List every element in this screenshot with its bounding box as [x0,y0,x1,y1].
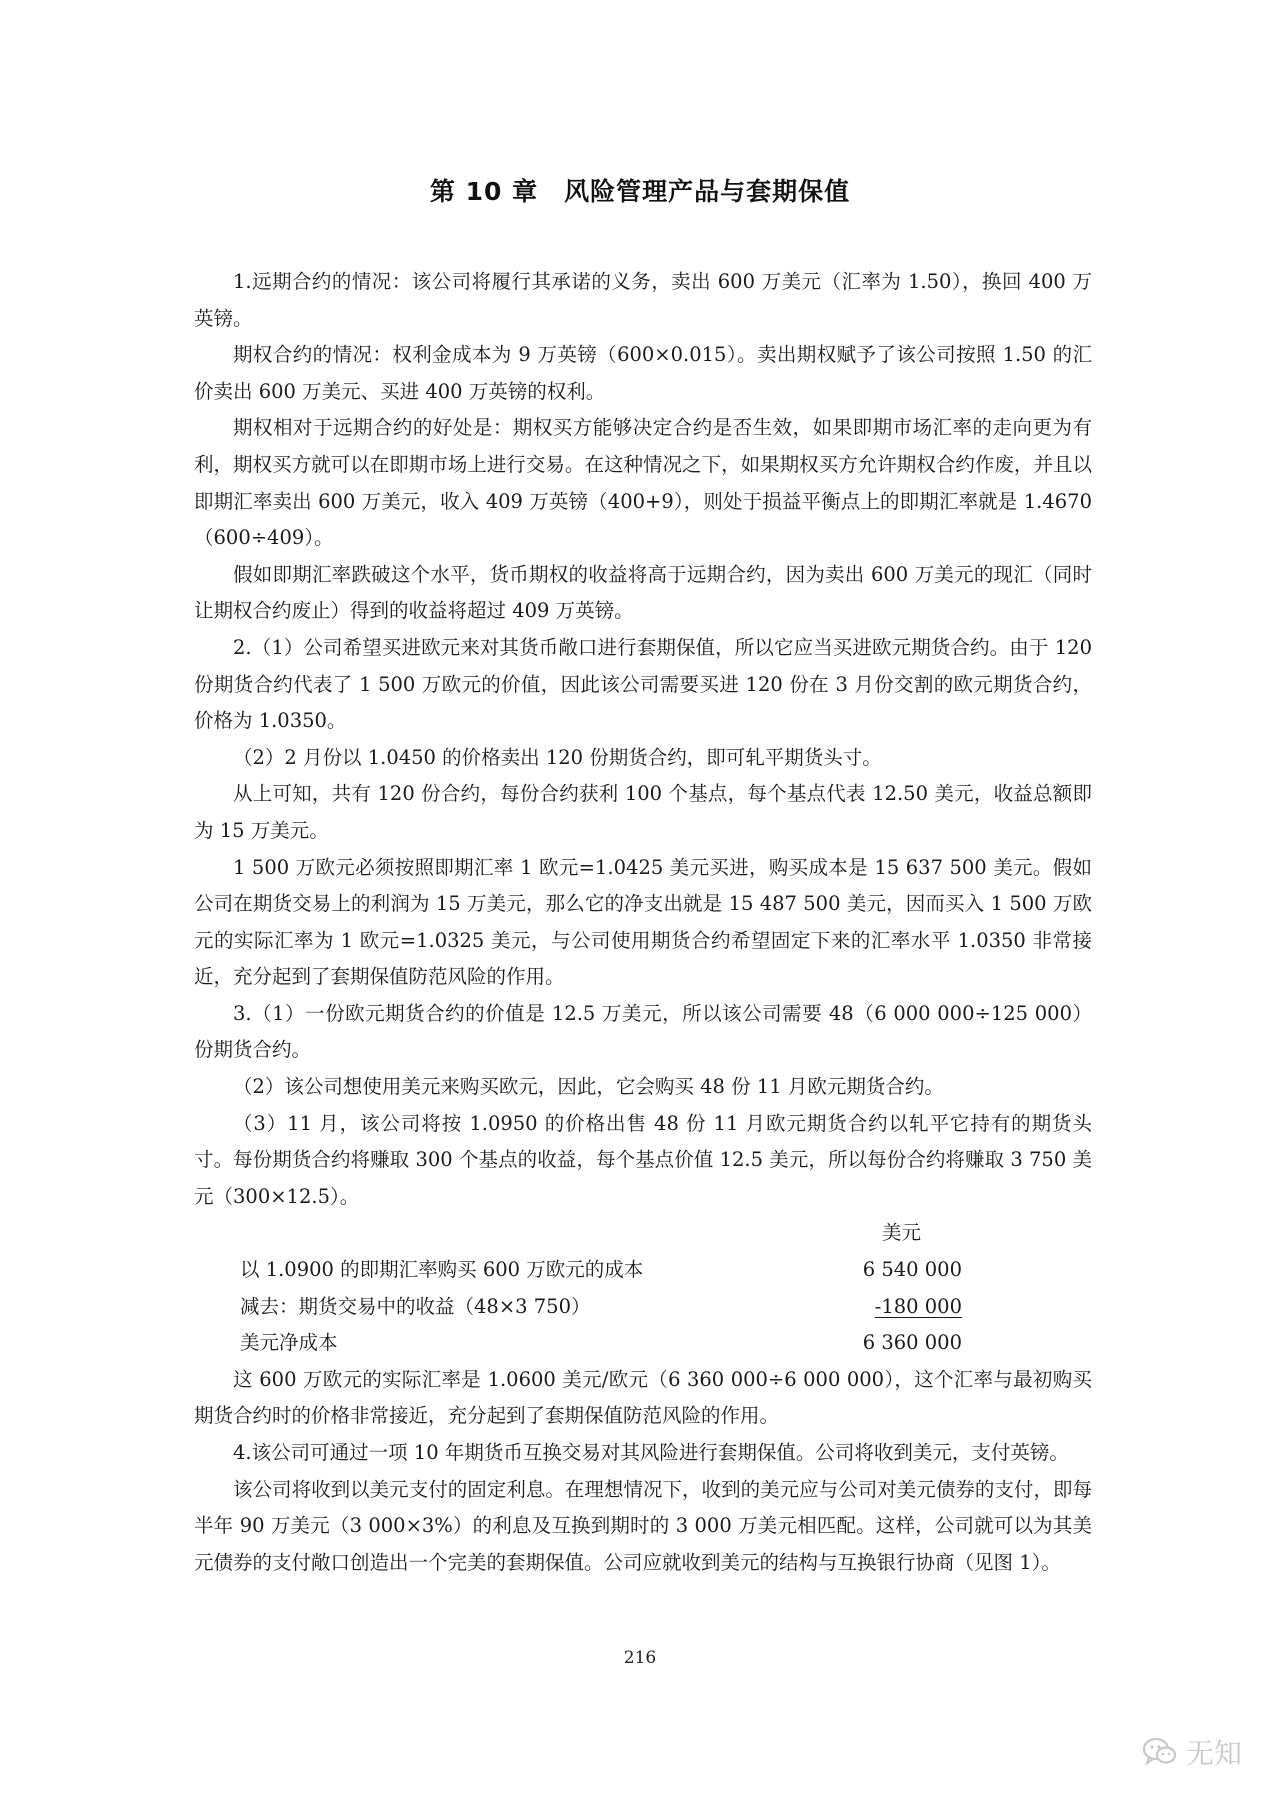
paragraph: 4.该公司可通过一项 10 年期货币互换交易对其风险进行套期保值。公司将收到美元，支付英镑。 [233,1441,1069,1464]
wechat-icon [1142,1737,1178,1767]
document-body [194,264,1092,1581]
chapter-title: 第 10 章 风险管理产品与套期保值 [429,177,851,206]
paragraph: 从上可知，共有 120 份合约，每份合约获利 100 个基点，每个基点代表 12.50 美元，收益总额即为 15 万美元。 [194,782,1092,842]
cost-table-row [194,1289,1092,1326]
paragraph: （2）该公司想使用美元来购买欧元，因此，它会购买 48 份 11 月欧元期货合约。 [233,1075,944,1099]
paragraph: （3）11 月，该公司将按 1.0950 的价格出售 48 份 11 月欧元期货合约以轧平它持有的期货头寸。每份期货合约将赚取 300 个基点的收益，每个基点价值 12.5 美元，所以每份合约将赚取 3 750 美元（300×12.5）。 [194,1111,1092,1208]
watermark-text: 无知 [1185,1737,1242,1770]
cost-table [194,1215,1092,1361]
paragraph: 1 500 万欧元必须按照即期汇率 1 欧元=1.0425 美元买进，购买成本是 15 637 500 美元。假如公司在期货交易上的利润为 15 万美元，那么它的净支出就是 15 487 500 美元，因而买入 1 500 万欧元的实际汇率为 1 欧元=1.0325 美元，与公司使用期货合约希望固定下来的汇率水平 1.0350 非常接近，充分起到了套期保值防范风险的作用。 [194,855,1092,989]
paragraph: 期权相对于远期合约的好处是：期权买方能够决定合约是否生效，如果即期市场汇率的走向更为有利，期权买方就可以在即期市场上进行交易。在这种情况之下，如果期权买方允许期权合约作废，并且以即期汇率卖出 600 万美元，收入 409 万英镑（400+9），则处于损益平衡点上的即期汇率就是 1.4670（600÷409）。 [194,416,1092,550]
cost-label: 美元净成本 [240,1331,338,1355]
paragraph: 这 600 万欧元的实际汇率是 1.0600 美元/欧元（6 360 000÷6 000 000），这个汇率与最初购买期货合约时的价格非常接近，充分起到了套期保值防范风险的作用。 [194,1367,1092,1428]
cost-label: 减去：期货交易中的收益（48×3 750） [240,1294,591,1318]
cost-table-row [194,1325,1092,1362]
watermark [1142,1732,1242,1772]
paragraph: 期权合约的情况：权利金成本为 9 万英镑（600×0.015）。卖出期权赋予了该公司按照 1.50 的汇价卖出 600 万美元、买进 400 万英镑的权利。 [194,343,1092,403]
cost-value: 6 540 000 [862,1258,962,1282]
cost-value: -180 000 [874,1294,962,1318]
paragraph: 假如即期汇率跌破这个水平，货币期权的收益将高于远期合约，因为卖出 600 万美元的现汇（同时让期权合约废止）得到的收益将超过 409 万英镑。 [194,562,1092,623]
paragraph: 2.（1）公司希望买进欧元来对其货币敞口进行套期保值，所以它应当买进欧元期货合约。由于 120 份期货合约代表了 1 500 万欧元的价值，因此该公司需要买进 120 份在 3 月份交割的欧元期货合约，价格为 1.0350。 [194,635,1092,733]
currency-header: 美元 [882,1221,922,1245]
cost-table-row [194,1252,1092,1289]
paragraph: 1.远期合约的情况：该公司将履行其承诺的义务，卖出 600 万美元（汇率为 1.50），换回 400 万英镑。 [194,270,1092,330]
paragraph: 3.（1）一份欧元期货合约的价值是 12.5 万美元，所以该公司需要 48（6 000 000÷125 000）份期货合约。 [194,1001,1092,1062]
cost-value: 6 360 000 [862,1331,962,1355]
paragraph: （2）2 月份以 1.0450 的价格卖出 120 份期货合约，即可轧平期货头寸。 [233,745,882,769]
paragraph: 该公司将收到以美元支付的固定利息。在理想情况下，收到的美元应与公司对美元债券的支付，即每半年 90 万美元（3 000×3%）的利息及互换到期时的 3 000 万美元相匹配。这样，公司就可以为其美元债券的支付敞口创造出一个完美的套期保值。公司应就收到美元的结构与互换银行协商（见图 1）。 [194,1477,1092,1574]
cost-table-header [194,1215,1092,1252]
cost-label: 以 1.0900 的即期汇率购买 600 万欧元的成本 [240,1258,644,1282]
page-number: 216 [623,1648,657,1668]
